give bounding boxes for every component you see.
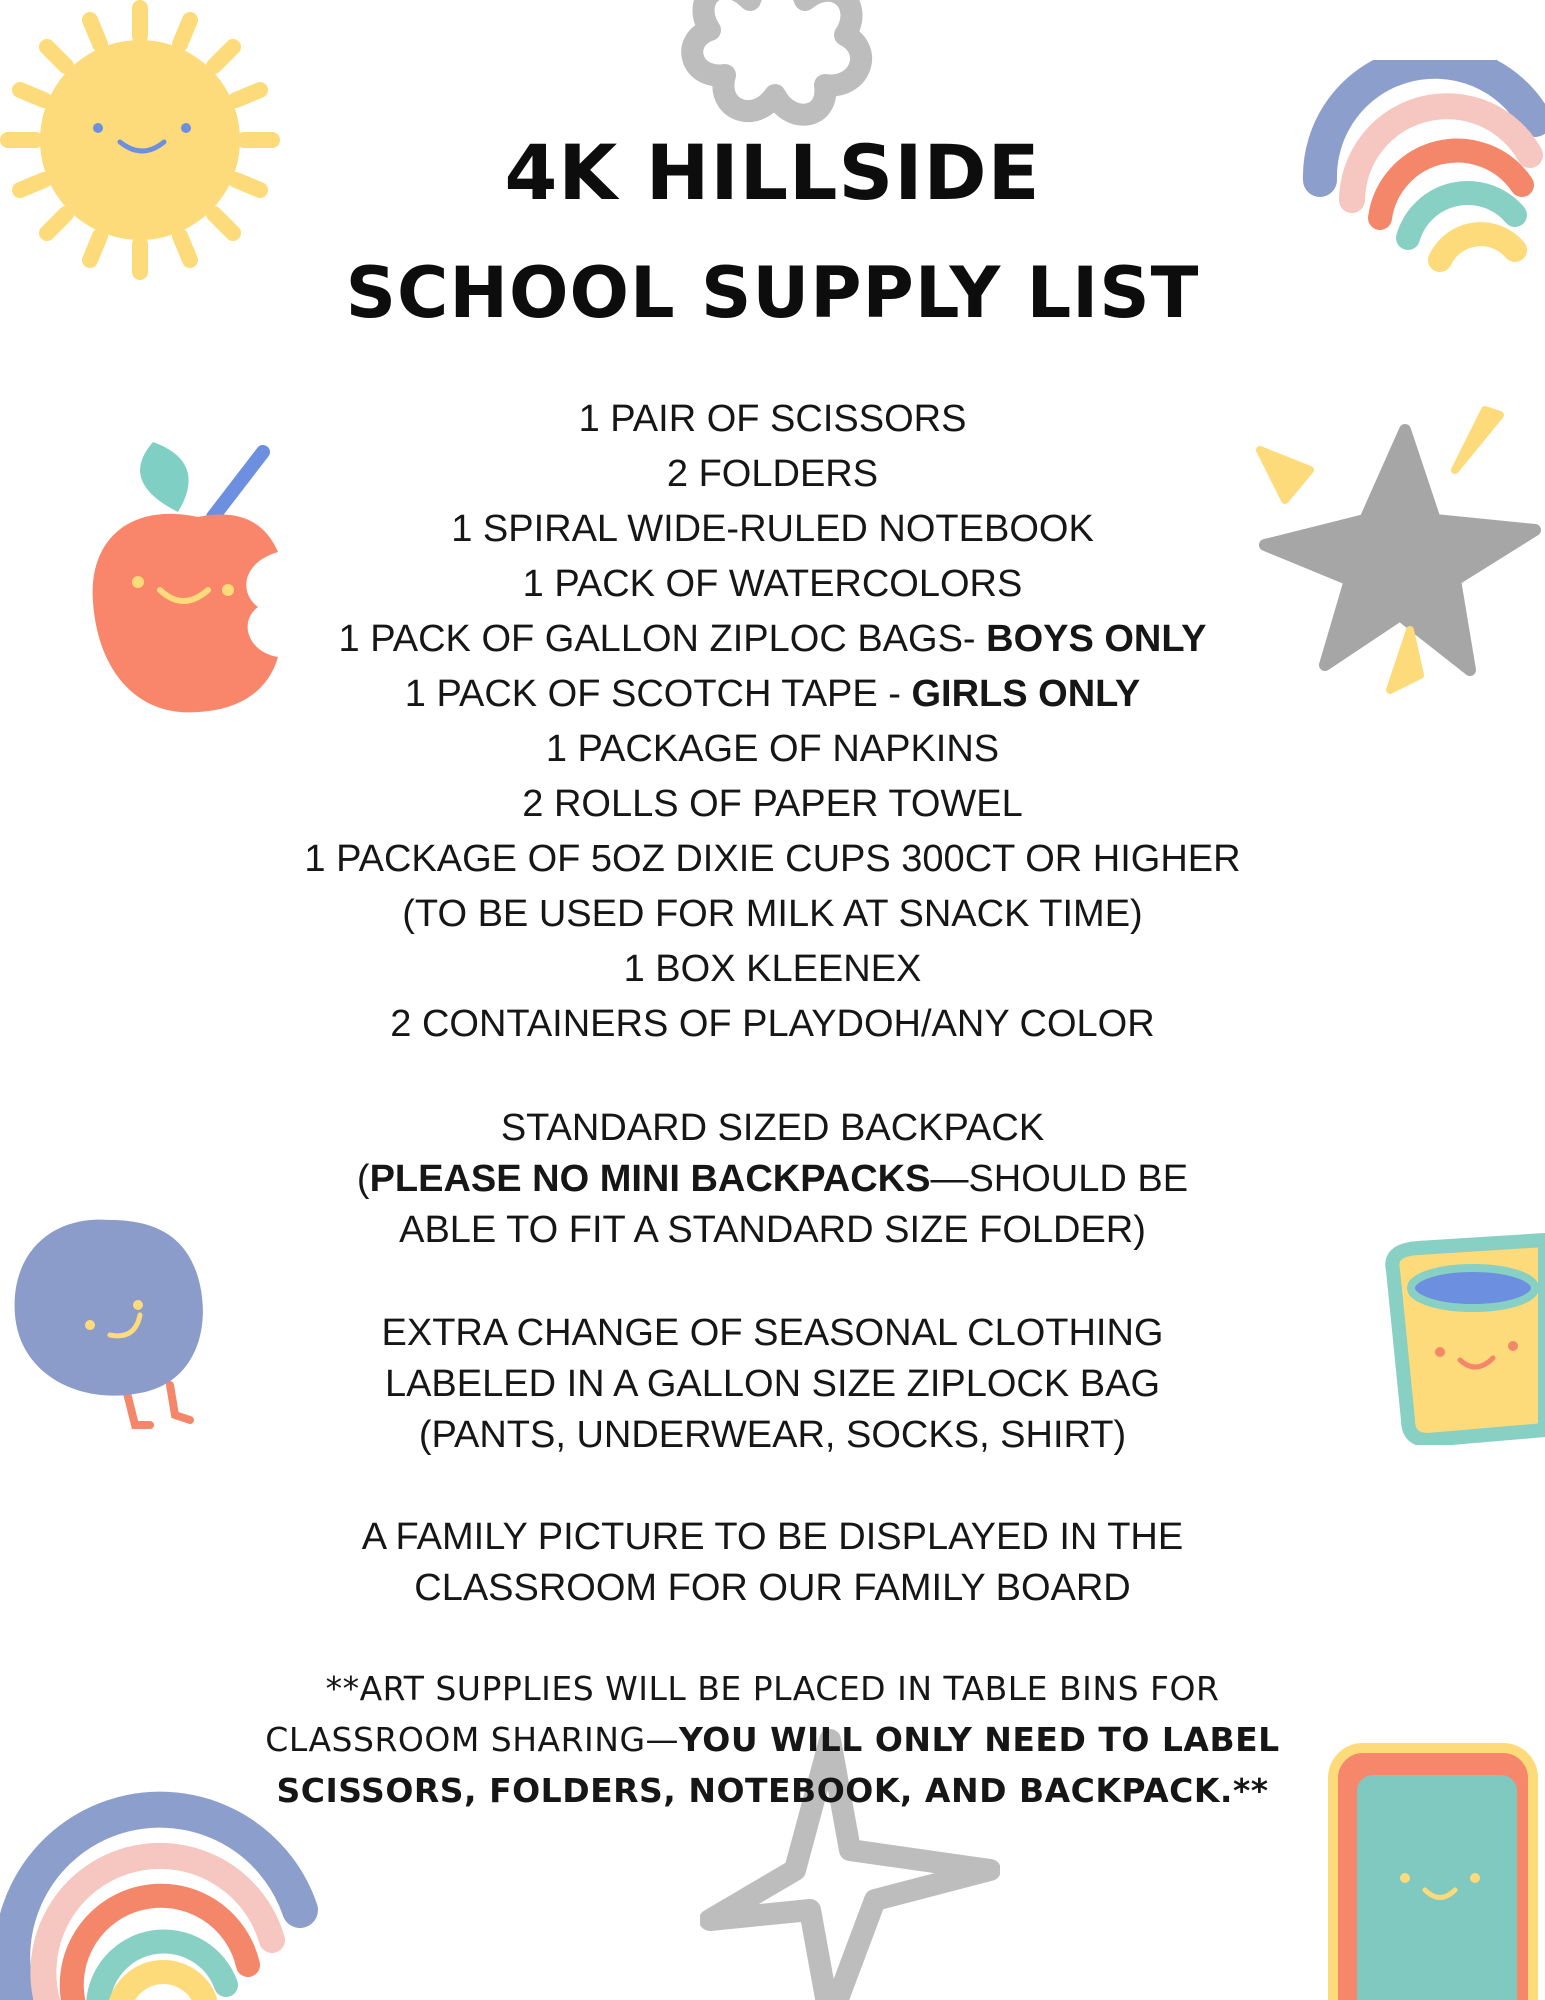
phone-character-icon [1325,1740,1545,2000]
supply-item [200,392,1345,447]
supply-item-text: 1 PACK OF GALLON ZIPLOC BAGS- [338,618,987,660]
supply-item [200,997,1345,1052]
supply-item [200,722,1345,777]
picture-line-1: A FAMILY PICTURE TO BE DISPLAYED IN THE [361,1516,1184,1558]
backpack-paren: ( [356,1158,370,1200]
note-line-3 [200,1765,1345,1816]
note-line-2 [200,1714,1345,1765]
supply-item-text: 1 PAIR OF SCISSORS [578,398,967,440]
supply-item [200,832,1345,887]
supply-item [200,887,1345,942]
clothing-line-3: (PANTS, UNDERWEAR, SOCKS, SHIRT) [418,1414,1127,1456]
supply-item-text: 2 ROLLS OF PAPER TOWEL [522,783,1023,825]
supply-item-text: 2 CONTAINERS OF PLAYDOH/ANY COLOR [390,1003,1155,1045]
note-emphasis: YOU WILL ONLY NEED TO LABEL [679,1720,1280,1759]
backpack-line-3: ABLE TO FIT A STANDARD SIZE FOLDER) [399,1209,1146,1251]
note-line-1: **ART SUPPLIES WILL BE PLACED IN TABLE BINS FOR [325,1669,1220,1708]
supply-item-text: 1 SPIRAL WIDE-RULED NOTEBOOK [451,508,1094,550]
page-subtitle: SCHOOL SUPPLY LIST [345,252,1200,334]
backpack-emphasis: PLEASE NO MINI BACKPACKS [369,1158,931,1200]
supply-item-text: 1 PACKAGE OF 5OZ DIXIE CUPS 300CT OR HIGHER [304,838,1241,880]
picture-line-2: CLASSROOM FOR OUR FAMILY BOARD [414,1567,1131,1609]
supply-item [200,502,1345,557]
supply-item-emphasis: GIRLS ONLY [911,673,1141,715]
supply-item [200,612,1345,667]
supply-item-text: 1 PACKAGE OF NAPKINS [545,728,1000,770]
page-title: 4K HILLSIDE [504,128,1041,217]
family-picture-note [200,1512,1345,1614]
backpack-note [200,1103,1345,1256]
supply-item [200,447,1345,502]
art-supplies-note [200,1663,1345,1816]
backpack-rest: —SHOULD BE [930,1158,1189,1200]
clothing-line-2: LABELED IN A GALLON SIZE ZIPLOCK BAG [384,1363,1161,1405]
supply-item [200,557,1345,612]
cup-character-icon [1378,1230,1545,1445]
rainbow-bottom-icon [0,1790,320,2000]
supply-item [200,777,1345,832]
note-normal: CLASSROOM SHARING— [265,1720,680,1759]
supply-item [200,667,1345,722]
clothing-line-1: EXTRA CHANGE OF SEASONAL CLOTHING [381,1312,1164,1354]
note-emphasis-2: SCISSORS, FOLDERS, NOTEBOOK, AND BACKPACK.** [276,1771,1269,1810]
supply-item-emphasis: BOYS ONLY [986,618,1207,660]
supply-item-text: 1 BOX KLEENEX [623,948,922,990]
supply-item-text: 2 FOLDERS [666,453,879,495]
supply-item [200,942,1345,997]
ball-character-icon [10,1215,210,1435]
supply-list [200,392,1345,1052]
supply-item-text: (TO BE USED FOR MILK AT SNACK TIME) [402,893,1143,935]
supply-item-text: 1 PACK OF SCOTCH TAPE - [404,673,912,715]
backpack-line-1: STANDARD SIZED BACKPACK [500,1107,1045,1149]
backpack-line-2 [200,1154,1345,1205]
supply-item-text: 1 PACK OF WATERCOLORS [522,563,1023,605]
clothing-note [200,1308,1345,1461]
